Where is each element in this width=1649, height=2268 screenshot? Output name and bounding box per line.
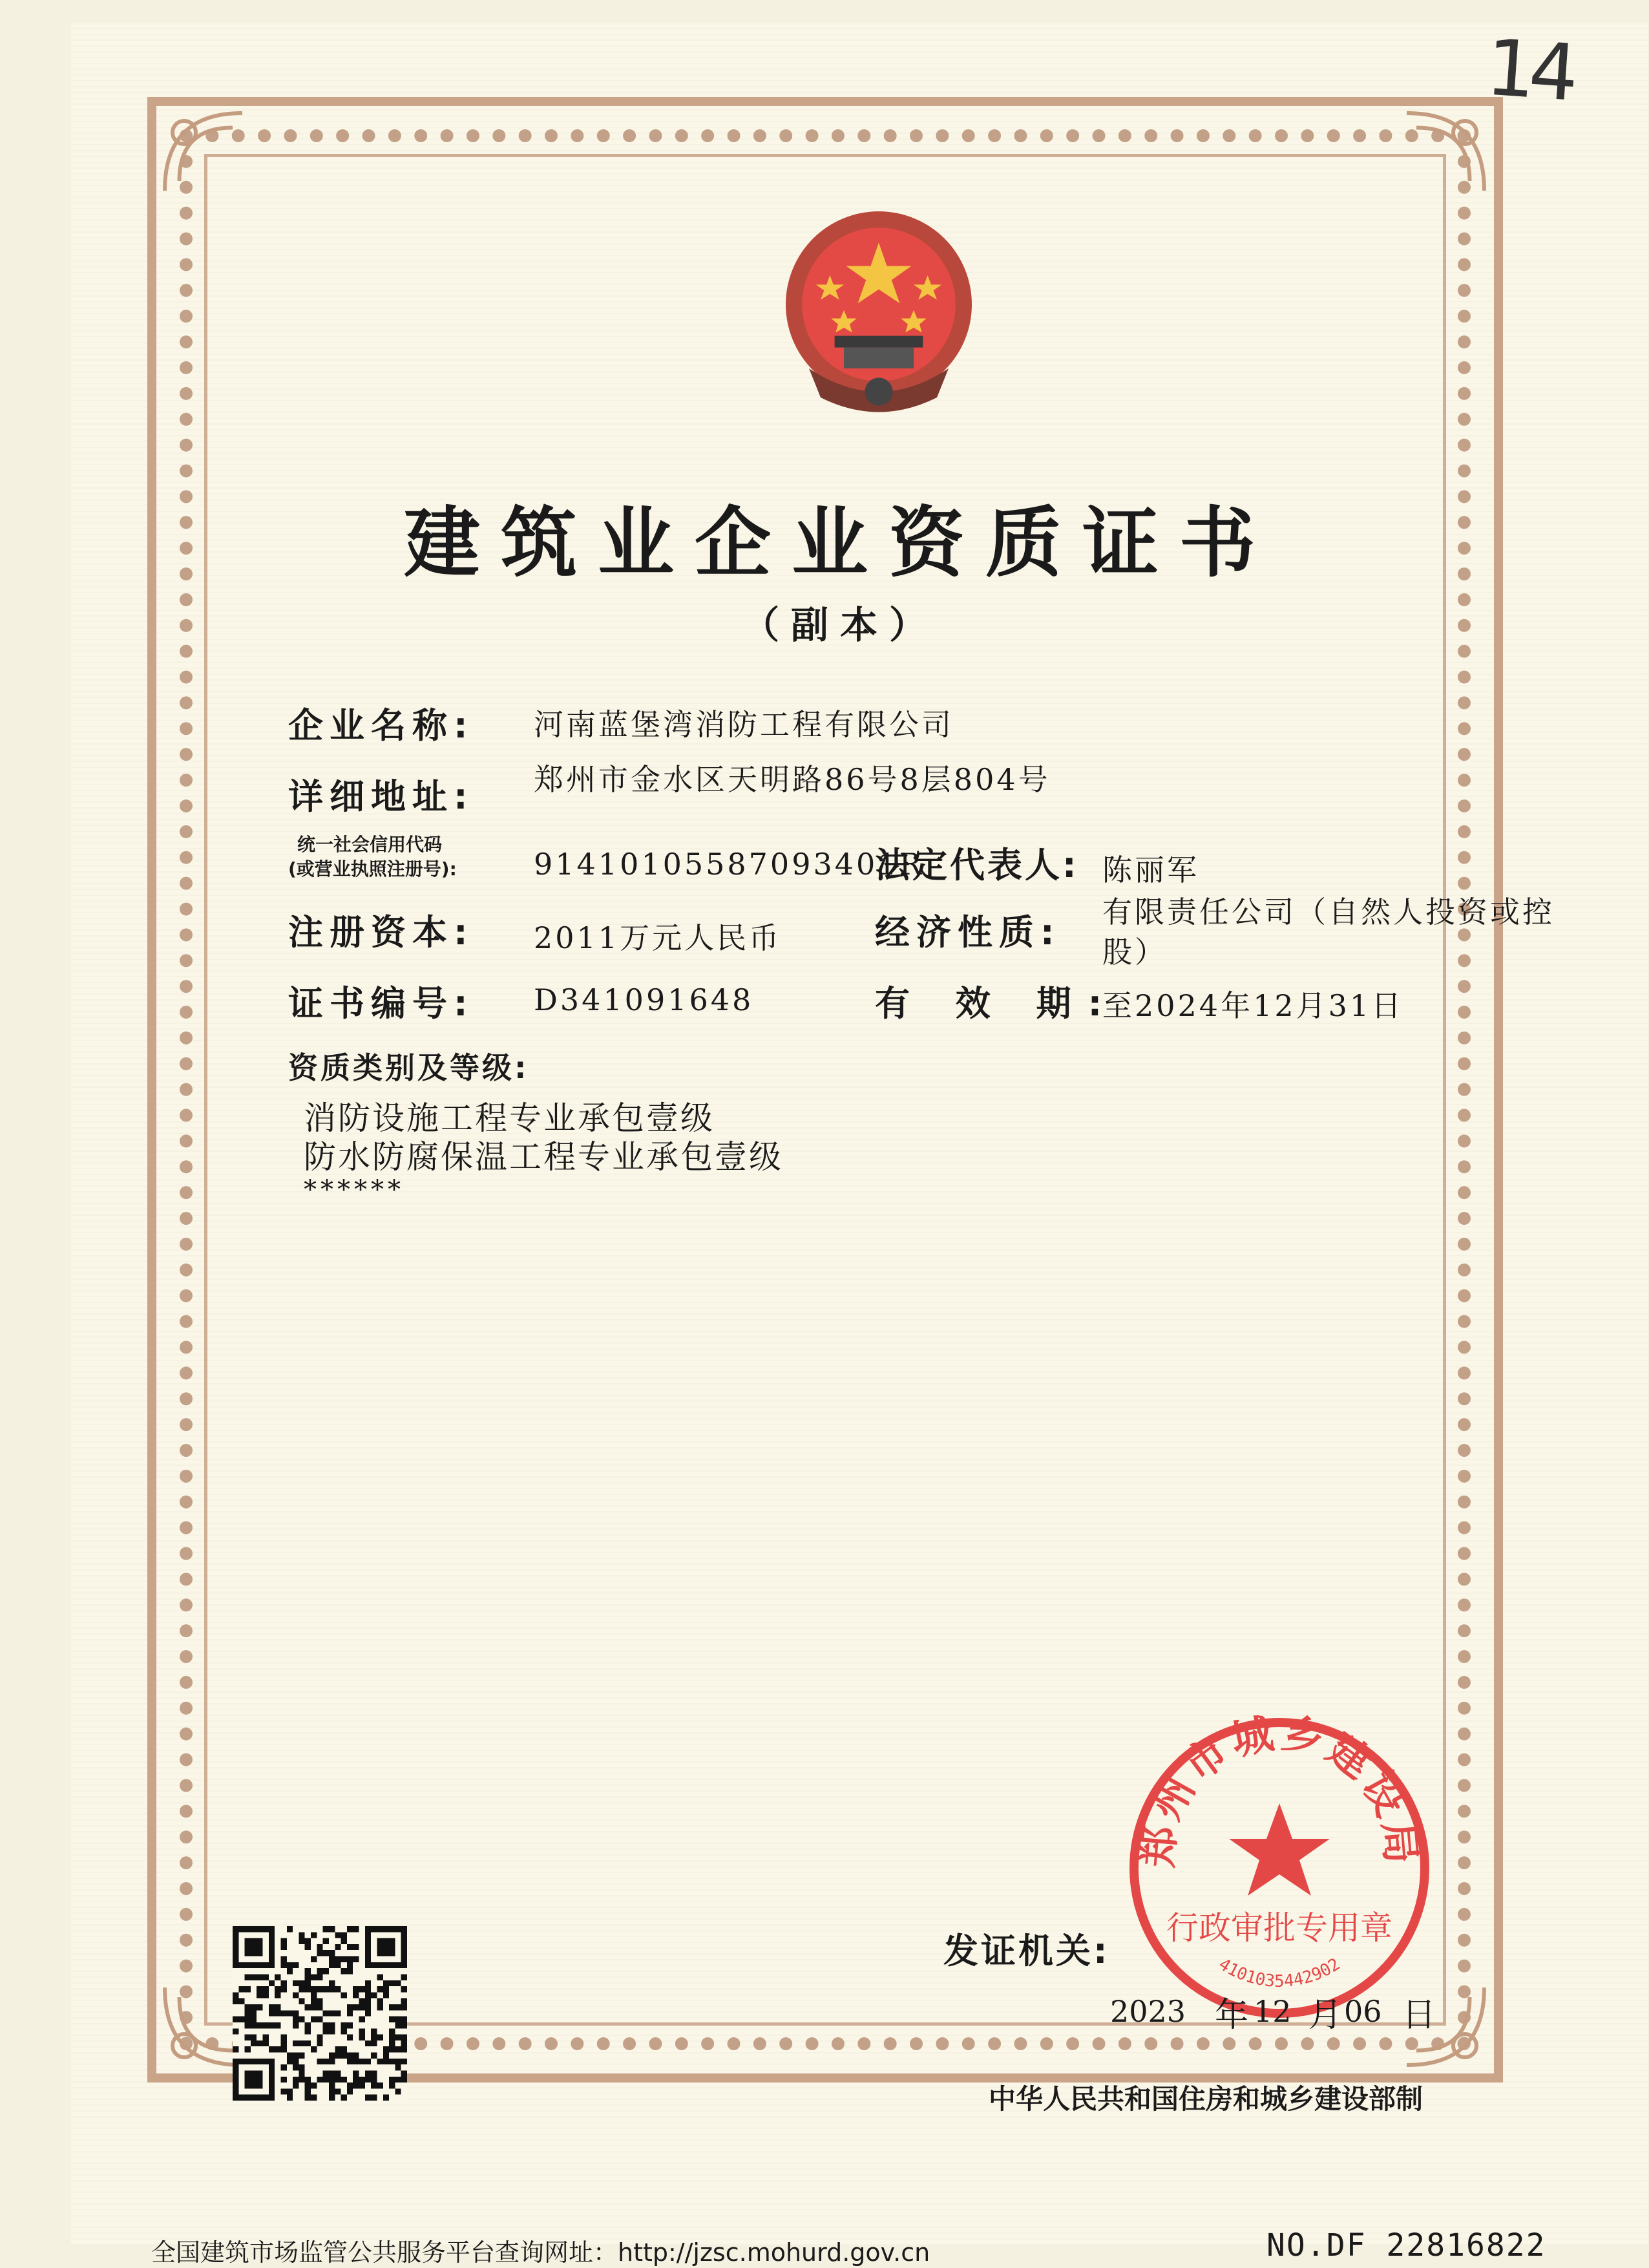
issuer-label: 发证机关: <box>943 1931 1110 1971</box>
validity-value: 至2024年12月31日 <box>1102 988 1404 1023</box>
svg-text:4101035442902 <box>1215 1955 1344 1991</box>
credit-code-label-line2: (或营业执照注册号): <box>288 858 457 880</box>
economic-nature-label: 经济性质: <box>875 912 1061 953</box>
certificate-title: 建筑业企业资质证书 <box>403 498 1276 588</box>
issue-year: 2023 <box>1110 1994 1186 2029</box>
certificate-subtitle: （副本） <box>741 603 938 647</box>
qualification-item: 消防设施工程专业承包壹级 <box>304 1099 715 1137</box>
certificate-maker: 中华人民共和国住房和城乡建设部制 <box>989 2083 1423 2115</box>
credit-code-label-line1: 统一社会信用代码 <box>297 834 443 855</box>
cert-no-value: D341091648 <box>534 982 754 1017</box>
qualification-item: 防水防腐保温工程专业承包壹级 <box>304 1138 783 1176</box>
stamp-top-text: 郑州市城乡建设局 <box>1133 1709 1425 1869</box>
legal-rep-label: 法定代表人: <box>875 845 1079 885</box>
national-emblem-icon <box>762 194 995 427</box>
issue-year-unit: 年 <box>1215 1996 1249 2035</box>
qualification-item: ****** <box>304 1175 404 1205</box>
qualification-label: 资质类别及等级: <box>288 1050 529 1085</box>
issue-month-unit: 月 <box>1308 1996 1343 2035</box>
qr-code-icon <box>233 1926 407 2101</box>
footer-query-url: 全国建筑市场监管公共服务平台查询网址：http://jzsc.mohurd.gov.cn <box>151 2238 930 2267</box>
legal-rep-value: 陈丽军 <box>1102 853 1199 887</box>
stamp-code-text: 4101035442902 <box>1215 1955 1344 1991</box>
address-label: 详细地址: <box>288 776 474 817</box>
cert-no-label: 证书编号: <box>288 983 474 1024</box>
stamp-bottom-text: 行政审批专用章 <box>1166 1909 1392 1947</box>
capital-value: 2011万元人民币 <box>534 920 782 955</box>
footer-serial-number: NO.DF 22816822 <box>1266 2227 1546 2263</box>
official-seal <box>1118 1706 1441 2030</box>
issue-month: 12 <box>1254 1994 1292 2029</box>
company-name-label: 企业名称: <box>288 705 474 746</box>
capital-label: 注册资本: <box>288 912 474 953</box>
corner-ornament-icon <box>1397 103 1494 200</box>
handwritten-mark: 14 <box>1483 23 1575 119</box>
economic-nature-value: 有限责任公司（自然人投资或控股） <box>1102 895 1555 970</box>
company-name-value: 河南蓝堡湾消防工程有限公司 <box>534 707 954 742</box>
issue-day: 06 <box>1344 1994 1382 2029</box>
address-value: 郑州市金水区天明路86号8层804号 <box>534 762 1051 797</box>
credit-code-value: 91410105587093401R <box>534 847 925 882</box>
star-icon <box>1229 1803 1330 1896</box>
issue-day-unit: 日 <box>1402 1996 1436 2035</box>
corner-ornament-icon <box>155 103 252 200</box>
validity-label: 有 效 期: <box>875 983 1119 1024</box>
